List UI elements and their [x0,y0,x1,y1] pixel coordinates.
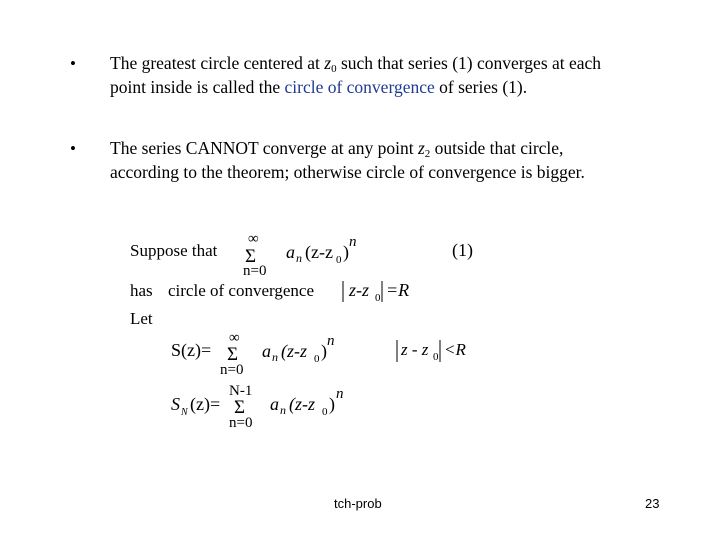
power-n: n [349,234,357,250]
coef-a-3: a [270,394,279,414]
sigma-symbol-2: Σ [227,344,239,365]
coef-a-2: a [262,341,271,361]
S-of-z: S(z)= [171,340,212,360]
power-n-3: n [336,386,344,402]
close-paren: ) [343,242,349,262]
bullet-1-text: The greatest circle centered at $z_0$ such that series (1) converges at each point inside is called the circle of convergence of series (1). [110,53,602,97]
sub-zero: 0 [336,254,342,266]
page-number: 23 [645,496,660,511]
z-equals: (z)= [190,394,221,414]
z-minus-z0-2: (z-z [281,341,307,361]
z-minus-z-text-2: z - z [401,340,429,359]
bullet-2-text: The series CANNOT converge at any point $z_2$ outside that circle, according to the theorem; otherwise circle of convergence is bigger. [110,138,585,182]
sub-zero-5: 0 [322,406,328,418]
close-paren-3: ) [329,394,335,414]
power-n-2: n [327,333,335,349]
less-than-R: <R [444,340,466,359]
sub-N: N [181,407,188,418]
upper-limit-N-1: N-1 [229,383,253,399]
coef-sub-n: n [296,251,302,265]
circle-of-convergence-term: circle of convergence [284,76,435,97]
sum-index-3: n=0 [229,415,253,431]
let-text: Let [130,309,153,328]
sigma-symbol: Σ [245,246,257,267]
infinity-symbol: ∞ [248,231,259,247]
z-minus-z0-3: (z-z [289,394,315,414]
has-text: has [130,281,153,300]
suppose-that-text: Suppose that [130,241,218,260]
bullet-1-dot: • [70,54,76,73]
z-minus-z0: (z-z [305,242,333,262]
close-paren-2: ) [321,341,327,361]
sub-zero-4: 0 [433,351,439,363]
sum-index-2: n=0 [220,362,244,378]
infinity-symbol-2: ∞ [229,330,240,346]
equals-R: =R [386,280,410,300]
z-minus-z-text: z-z [349,280,370,300]
S-N: S [171,394,180,414]
footer-label: tch-prob [334,496,382,511]
sub-zero-2: 0 [375,292,381,304]
sigma-symbol-3: Σ [234,397,246,418]
bullet-2-dot: • [70,139,76,158]
coef-sub-n-2: n [272,350,278,364]
circle-of-convergence-text: circle of convergence [168,281,314,300]
equation-number: (1) [452,240,473,260]
coef-sub-n-3: n [280,403,286,417]
coef-a: a [286,242,295,262]
sum-index: n=0 [243,263,267,279]
sub-zero-3: 0 [314,353,320,365]
